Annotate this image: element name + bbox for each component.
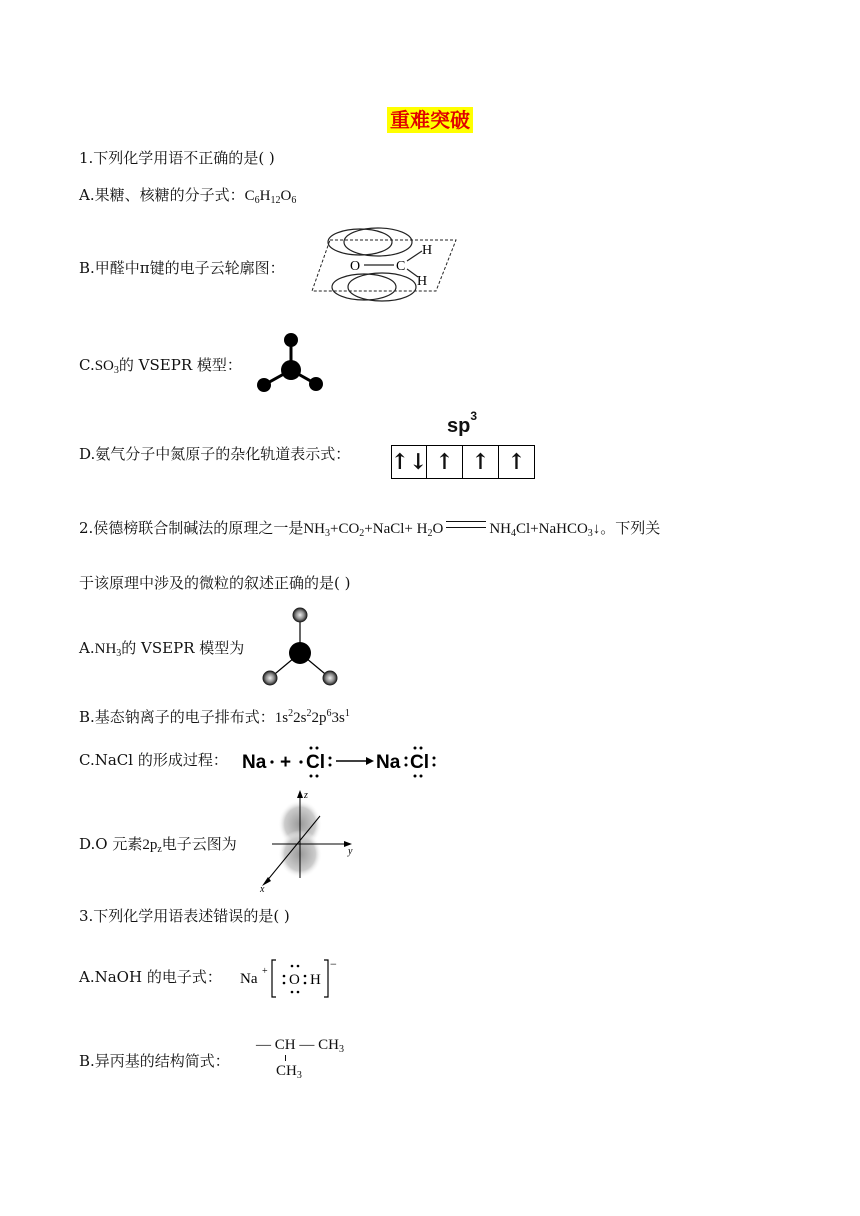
- q1-a-text: A.果糖、核糖的分子式：: [79, 186, 245, 204]
- na-symbol: Na: [240, 971, 258, 987]
- q1-stem: 1.下列化学用语不正确的是( ): [79, 149, 275, 167]
- q3-option-b: B.异丙基的结构简式：: [79, 1052, 230, 1070]
- orbital-box: ↑↓: [391, 445, 427, 479]
- q1-c-formula: $SO_3$: [94, 358, 119, 376]
- orbital-box: ↑: [427, 445, 463, 479]
- axis-z-label: z: [304, 790, 308, 801]
- isopropyl-structure: [256, 1035, 344, 1081]
- nh3-vsepr-model: [258, 603, 342, 689]
- cl-ion: Cl: [410, 752, 429, 773]
- na-ion: Na: [376, 752, 401, 773]
- 2pz-electron-cloud-diagram: [258, 788, 358, 895]
- q1-option-b: B.甲醛中π键的电子云轮廓图：: [79, 259, 285, 277]
- q2-d-orbital: $2p_z$: [142, 837, 162, 855]
- q1-option-d: D.氨气分子中氮原子的杂化轨道表示式：: [79, 445, 351, 463]
- q2-stem-line2: 于该原理中涉及的微粒的叙述正确的是( ): [79, 574, 351, 592]
- pi-o-label: O: [350, 259, 361, 274]
- title-text: 重难突破: [387, 107, 473, 133]
- q2-option-d: D.O 元素$2p_z$电子云图为: [79, 835, 237, 855]
- nacl-formation-diagram: [238, 738, 434, 782]
- q2-option-b: B.基态钠离子的电子排布式：$1s^22s^22p^63s^1$: [79, 708, 350, 726]
- q1-option-c: $C.SO_3$的 VSEPR 模型：: [79, 356, 242, 376]
- na-charge: +: [262, 966, 268, 977]
- q2-option-a: $A.NH_3$的 VSEPR 模型为: [79, 639, 245, 659]
- isopropyl-main-chain: — CH — $CH_3$: [256, 1037, 344, 1055]
- q3-stem: 3.下列化学用语表述错误的是( ): [79, 907, 290, 925]
- so3-vsepr-model: [254, 330, 328, 396]
- page-title: [0, 104, 860, 133]
- cl-atom: Cl: [306, 752, 325, 773]
- q1-a-formula: $C_6H_{12}O_6$: [244, 188, 297, 206]
- q2-a-formula: $NH_3$: [94, 641, 122, 659]
- q2-equation: $NH_3+CO_2+NaCl+ H_2O$ $NH_4Cl+NaHCO_3↓$: [303, 521, 601, 539]
- orbital-box: ↑: [463, 445, 499, 479]
- na-atom: Na: [242, 752, 267, 773]
- plus-sign: +: [280, 752, 292, 773]
- o-symbol: O: [289, 972, 300, 988]
- pi-h1-label: H: [422, 243, 433, 258]
- naoh-electron-formula: [240, 954, 342, 1002]
- q3-option-a: A.NaOH 的电子式：: [79, 968, 222, 986]
- q2-stem-line1: 2.侯德榜联合制碱法的原理之一是$NH_3+CO_2+NaCl+ H_2O$ $NH_4Cl+NaHCO_3↓$。下列关: [79, 519, 661, 539]
- pi-c-label: C: [396, 259, 406, 274]
- axis-x-label: x: [260, 884, 265, 895]
- sp3-label: $sp^3$: [447, 409, 478, 437]
- axis-y-label: y: [348, 846, 353, 857]
- ion-charge: −: [330, 957, 337, 971]
- pi-h2-label: H: [417, 274, 428, 289]
- isopropyl-branch-bond: [256, 1055, 344, 1061]
- q1-option-a: [79, 185, 296, 206]
- isopropyl-branch: $CH_3$: [276, 1063, 302, 1081]
- q2-b-config: $1s^22s^22p^63s^1$: [274, 708, 350, 726]
- hybrid-orbital-boxes: [391, 445, 535, 479]
- q2-option-c: C.NaCl 的形成过程：: [79, 751, 228, 769]
- orbital-box: ↑: [499, 445, 535, 479]
- h-symbol: H: [310, 972, 321, 988]
- equals-sign: [446, 521, 486, 528]
- pi-bond-electron-cloud-diagram: [310, 225, 460, 305]
